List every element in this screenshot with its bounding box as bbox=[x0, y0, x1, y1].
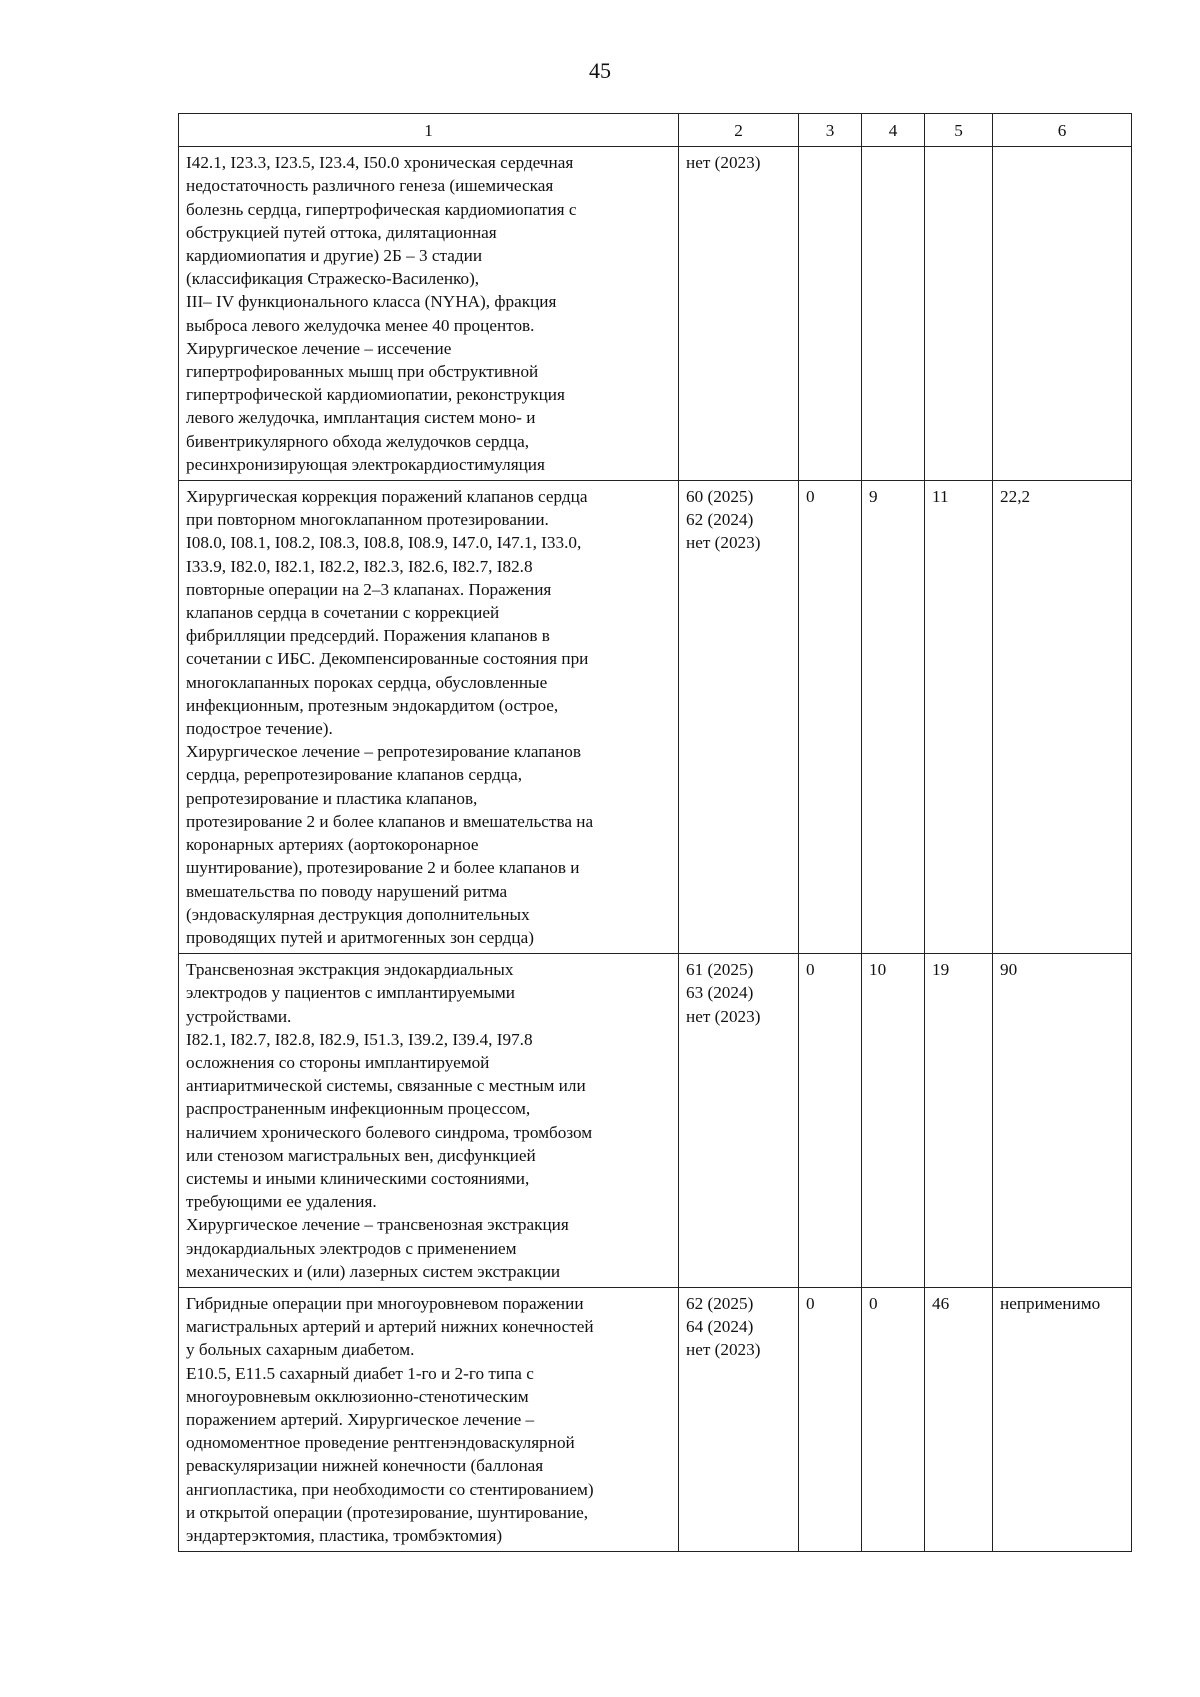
description-line: при повторном многоклапанном протезировании. bbox=[186, 510, 549, 530]
cell-col4: 0 bbox=[862, 1287, 925, 1551]
description-line: одномоментное проведение рентгенэндоваскулярной bbox=[186, 1433, 575, 1453]
description-cell bbox=[179, 481, 679, 954]
description-line: многоуровневым окклюзионно-стенотическим bbox=[186, 1386, 529, 1406]
description-line: обструкцией путей оттока, дилятационная bbox=[186, 222, 497, 242]
description-line: репротезирование и пластика клапанов, bbox=[186, 788, 478, 808]
description-line: реваскуляризации нижней конечности (баллоная bbox=[186, 1456, 544, 1476]
description-line: (эндоваскулярная деструкция дополнительных bbox=[186, 904, 530, 924]
cell-col3: 0 bbox=[799, 481, 862, 954]
description-line: системы и иными клиническими состояниями, bbox=[186, 1168, 530, 1188]
cell-col4 bbox=[862, 147, 925, 481]
description-line: и открытой операции (протезирование, шунтирование, bbox=[186, 1502, 589, 1522]
description-line: (классификация Стражеско-Василенко), bbox=[186, 269, 480, 289]
cell-col3: 0 bbox=[799, 1287, 862, 1551]
description-line: ангиопластика, при необходимости со стентированием) bbox=[186, 1479, 594, 1499]
cell-col2: 61 (2025) 63 (2024) нет (2023) bbox=[679, 954, 799, 1288]
cell-col5 bbox=[925, 147, 993, 481]
description-line: проводящих путей и аритмогенных зон сердца) bbox=[186, 927, 534, 947]
cell-col2: 62 (2025) 64 (2024) нет (2023) bbox=[679, 1287, 799, 1551]
procedures-table bbox=[178, 113, 1132, 1552]
description-line: протезирование 2 и более клапанов и вмешательства на bbox=[186, 811, 594, 831]
description-line: сочетании с ИБС. Декомпенсированные состояния при bbox=[186, 649, 589, 669]
description-line: фибрилляции предсердий. Поражения клапанов в bbox=[186, 626, 550, 646]
description-line: механических и (или) лазерных систем экстракции bbox=[186, 1261, 561, 1281]
description-line: вмешательства по поводу нарушений ритма bbox=[186, 881, 508, 901]
cell-col5: 19 bbox=[925, 954, 993, 1288]
table-row bbox=[179, 147, 1132, 481]
table-row bbox=[179, 481, 1132, 954]
column-header-6: 6 bbox=[993, 114, 1132, 147]
description-line: устройствами. bbox=[186, 1006, 292, 1026]
cell-col5: 46 bbox=[925, 1287, 993, 1551]
description-line: антиаритмической системы, связанные с местным или bbox=[186, 1076, 586, 1096]
description-line: болезнь сердца, гипертрофическая кардиомиопатия с bbox=[186, 199, 577, 219]
description-line: распространенным инфекционным процессом, bbox=[186, 1099, 531, 1119]
column-header-4: 4 bbox=[862, 114, 925, 147]
description-line: Трансвенозная экстракция эндокардиальных bbox=[186, 960, 514, 980]
description-cell bbox=[179, 1287, 679, 1551]
description-line: Гибридные операции при многоуровневом поражении bbox=[186, 1293, 584, 1313]
description-line: наличием хронического болевого синдрома, тромбозом bbox=[186, 1122, 593, 1142]
description-line: I33.9, I82.0, I82.1, I82.2, I82.3, I82.6, I82.7, I82.8 bbox=[186, 556, 533, 576]
description-line: шунтирование), протезирование 2 и более клапанов и bbox=[186, 858, 580, 878]
cell-col3 bbox=[799, 147, 862, 481]
cell-col2: нет (2023) bbox=[679, 147, 799, 481]
description-line: подострое течение). bbox=[186, 719, 333, 739]
description-line: E10.5, E11.5 сахарный диабет 1-го и 2-го типа с bbox=[186, 1363, 534, 1383]
cell-col4: 9 bbox=[862, 481, 925, 954]
description-line: гипертрофированных мышц при обструктивной bbox=[186, 362, 539, 382]
table-header-row bbox=[179, 114, 1132, 147]
description-line: поражением артерий. Хирургическое лечение – bbox=[186, 1409, 535, 1429]
description-line: бивентрикулярного обхода желудочков сердца, bbox=[186, 431, 530, 451]
description-line: I08.0, I08.1, I08.2, I08.3, I08.8, I08.9, I47.0, I47.1, I33.0, bbox=[186, 533, 582, 553]
description-line: осложнения со стороны имплантируемой bbox=[186, 1052, 490, 1072]
description-line: электродов у пациентов с имплантируемыми bbox=[186, 983, 515, 1003]
cell-col6: неприменимо bbox=[993, 1287, 1132, 1551]
description-line: левого желудочка, имплантация систем моно- и bbox=[186, 408, 536, 428]
description-line: сердца, ререпротезирование клапанов сердца, bbox=[186, 765, 523, 785]
description-line: многоклапанных пороках сердца, обусловленные bbox=[186, 672, 548, 692]
description-line: гипертрофической кардиомиопатии, реконструкция bbox=[186, 385, 565, 405]
cell-col5: 11 bbox=[925, 481, 993, 954]
column-header-5: 5 bbox=[925, 114, 993, 147]
description-line: требующими ее удаления. bbox=[186, 1192, 377, 1212]
description-line: III– IV функционального класса (NYHA), фракция bbox=[186, 292, 557, 312]
description-line: повторные операции на 2–3 клапанах. Поражения bbox=[186, 579, 552, 599]
description-line: кардиомиопатия и другие) 2Б – 3 стадии bbox=[186, 246, 483, 266]
description-line: Хирургическое лечение – трансвенозная экстракция bbox=[186, 1215, 569, 1235]
description-line: I82.1, I82.7, I82.8, I82.9, I51.3, I39.2, I39.4, I97.8 bbox=[186, 1029, 533, 1049]
cell-col3: 0 bbox=[799, 954, 862, 1288]
description-cell bbox=[179, 147, 679, 481]
cell-col2: 60 (2025) 62 (2024) нет (2023) bbox=[679, 481, 799, 954]
column-header-2: 2 bbox=[679, 114, 799, 147]
description-line: коронарных артериях (аортокоронарное bbox=[186, 835, 479, 855]
cell-col6: 22,2 bbox=[993, 481, 1132, 954]
table-row bbox=[179, 954, 1132, 1288]
page-number: 45 bbox=[589, 58, 611, 83]
description-line: недостаточность различного генеза (ишемическая bbox=[186, 176, 554, 196]
description-line: клапанов сердца в сочетании с коррекцией bbox=[186, 603, 500, 623]
description-line: магистральных артерий и артерий нижних конечностей bbox=[186, 1317, 594, 1337]
description-line: Хирургическая коррекция поражений клапанов сердца bbox=[186, 487, 588, 507]
table-row bbox=[179, 1287, 1132, 1551]
description-line: или стенозом магистральных вен, дисфункцией bbox=[186, 1145, 536, 1165]
description-line: выброса левого желудочка менее 40 процентов. bbox=[186, 315, 535, 335]
description-line: Хирургическое лечение – репротезирование клапанов bbox=[186, 742, 582, 762]
description-line: ресинхронизирующая электрокардиостимуляция bbox=[186, 454, 545, 474]
description-line: у больных сахарным диабетом. bbox=[186, 1340, 415, 1360]
description-line: эндартерэктомия, пластика, тромбэктомия) bbox=[186, 1525, 503, 1545]
description-cell bbox=[179, 954, 679, 1288]
cell-col6: 90 bbox=[993, 954, 1132, 1288]
description-line: I42.1, I23.3, I23.5, I23.4, I50.0 хроническая сердечная bbox=[186, 153, 574, 173]
description-line: Хирургическое лечение – иссечение bbox=[186, 338, 452, 358]
table-body bbox=[179, 147, 1132, 1552]
column-header-3: 3 bbox=[799, 114, 862, 147]
cell-col6 bbox=[993, 147, 1132, 481]
cell-col4: 10 bbox=[862, 954, 925, 1288]
description-line: инфекционным, протезным эндокардитом (острое, bbox=[186, 695, 559, 715]
column-header-1: 1 bbox=[179, 114, 679, 147]
description-line: эндокардиальных электродов с применением bbox=[186, 1238, 517, 1258]
